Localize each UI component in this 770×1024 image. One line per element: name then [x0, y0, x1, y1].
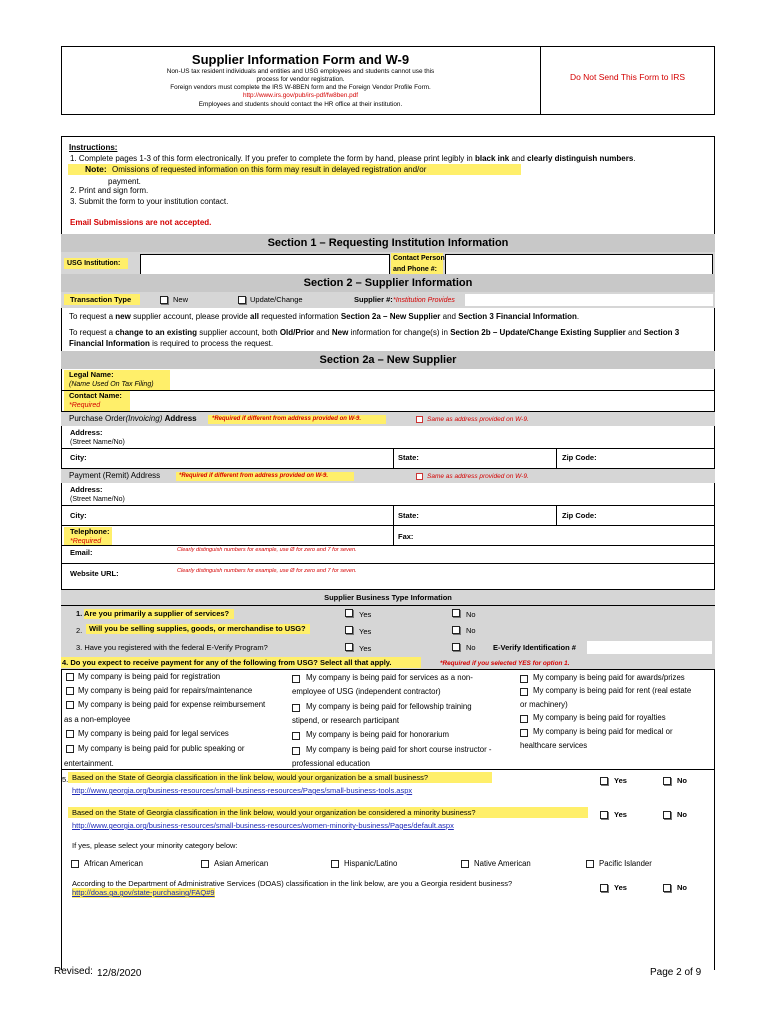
payment-medical-checkbox[interactable] [520, 729, 528, 737]
telephone-required: *Required [70, 538, 102, 545]
payment-rent-label: My company is being paid for rent (real estate [533, 686, 692, 695]
q5-link[interactable]: http://www.georgia.org/business-resources/small-business-resources/Pages/small-business-tools.aspx [72, 786, 413, 795]
q6-link[interactable]: http://www.georgia.org/business-resources/small-business-resources/women-minority-business/Pages/default.aspx [72, 821, 454, 830]
q2-no-label: No [466, 626, 476, 635]
website-hint: Clearly distinguish numbers for example, use Ø for zero and 7 for seven. [177, 568, 357, 574]
q5-text: Based on the State of Georgia classification in the link below, would your organization be a small business? [72, 773, 429, 782]
minority-african-american-label: African American [84, 859, 143, 868]
fax-input[interactable] [420, 527, 712, 545]
q6-text: Based on the State of Georgia classification in the link below, would your organization be considered a minority business? [72, 808, 476, 817]
q2-text: Will you be selling supplies, goods, or merchandise to USG? [89, 624, 306, 633]
po-required-note: *Required if different from address provided on W-9. [212, 416, 362, 422]
minority-asian-american-checkbox[interactable] [201, 860, 209, 868]
contact-person-label-1: Contact Person [393, 255, 445, 262]
payment-royalties-checkbox[interactable] [520, 715, 528, 723]
q3-no-checkbox[interactable] [452, 643, 460, 651]
instructions-heading: Instructions: [69, 143, 118, 152]
legal-name-label: Legal Name: [69, 370, 114, 379]
minority-native-american-label: Native American [474, 859, 531, 868]
q5-no-label: No [677, 776, 687, 785]
payment-speaking-checkbox[interactable] [66, 745, 74, 753]
update-transaction-checkbox[interactable] [238, 296, 246, 304]
po-zip-input[interactable] [600, 450, 712, 468]
header-line-3: Foreign vendors must complete the IRS W-8BEN form and the Foreign Vendor Profile Form. [170, 84, 431, 91]
header-line-2: process for vendor registration. [256, 76, 345, 83]
q2-no-checkbox[interactable] [452, 626, 460, 634]
form-title: Supplier Information Form and W-9 [191, 52, 410, 67]
update-transaction-label: Update/Change [250, 295, 303, 304]
minority-asian-american-label: Asian American [214, 859, 269, 868]
payment-contractor-label: My company is being paid for services as a non- [306, 673, 473, 682]
payment-expense-label-2: as a non-employee [64, 715, 131, 724]
payment-awards-checkbox[interactable] [520, 675, 528, 683]
payment-repairs-label: My company is being paid for repairs/maintenance [78, 686, 253, 695]
payment-expense-label: My company is being paid for expense reimbursement [78, 700, 266, 709]
q7-no-checkbox[interactable] [663, 884, 671, 892]
q2-yes-label: Yes [359, 627, 372, 636]
supplier-number-input[interactable] [465, 294, 713, 306]
q5-yes-label: Yes [614, 776, 627, 785]
payment-repairs-checkbox[interactable] [66, 687, 74, 695]
po-state-input[interactable] [425, 450, 553, 468]
payment-city-divider-1 [393, 506, 394, 526]
payment-legal-label: My company is being paid for legal services [78, 729, 229, 738]
payment-expense-checkbox[interactable] [66, 701, 74, 709]
q7-link[interactable]: http://doas.ga.gov/state-purchasing/FAQ#9 [72, 888, 215, 897]
contact-person-label-2: and Phone #: [393, 266, 437, 273]
q1-text: 1. Are you primarily a supplier of services? [76, 609, 230, 618]
minority-hispanic-checkbox[interactable] [331, 860, 339, 868]
supplier-number-label: Supplier #: [354, 295, 393, 304]
q3-yes-checkbox[interactable] [345, 643, 353, 651]
payment-registration-checkbox[interactable] [66, 673, 74, 681]
revised-label: Revised: [54, 966, 93, 977]
usg-institution-label: USG Institution: [67, 260, 121, 267]
po-same-as-w9-checkbox[interactable] [416, 416, 423, 423]
po-same-as-w9-label: Same as address provided on W-9. [427, 416, 529, 423]
q6-yes-label: Yes [614, 810, 627, 819]
payment-zip-label: Zip Code: [562, 511, 597, 520]
note-text-2: payment. [108, 177, 141, 186]
note-text: Omissions of requested information on this form may result in delayed registration and/or [112, 165, 427, 174]
purchase-order-label: Purchase Order(Invoicing) Address [69, 414, 197, 423]
header-line-1: Non-US tax resident individuals and entities and USG employees and students cannot use this [166, 68, 435, 75]
everify-id-label: E-Verify Identification # [493, 643, 576, 652]
page-number: Page 2 of 9 [650, 967, 702, 978]
payment-label: Payment (Remit) Address [69, 471, 161, 480]
website-label: Website URL: [70, 569, 119, 578]
payment-same-as-w9-label: Same as address provided on W-9. [427, 473, 529, 480]
section-1-header: Section 1 – Requesting Institution Information [61, 234, 715, 252]
header-line-4: Employees and students should contact the HR office at their institution. [198, 101, 403, 108]
change-supplier-paragraph: To request a change to an existing supplier account, both Old/Prior and New information for change(s) in Section 2b – Update/Change Existing Supplier and Section 3 Financial Information is required to process the request. [69, 328, 680, 348]
po-address-label: Address: [70, 428, 103, 437]
email-input[interactable] [175, 554, 712, 563]
contact-name-required: *Required [69, 402, 101, 409]
usg-institution-input[interactable] [140, 254, 390, 275]
contact-person-input[interactable] [445, 254, 713, 275]
payment-required-note: *Required if different from address provided on W-9. [179, 473, 329, 479]
q1-no-label: No [466, 610, 476, 619]
telephone-input[interactable] [115, 527, 390, 545]
q7-yes-label: Yes [614, 883, 627, 892]
q2-yes-checkbox[interactable] [345, 626, 353, 634]
section-2-header: Section 2 – Supplier Information [61, 274, 715, 292]
q2-number: 2. [76, 626, 83, 635]
payment-short-course-checkbox[interactable] [292, 747, 300, 755]
payment-city-label: City: [70, 511, 87, 520]
payment-registration-label: My company is being paid for registration [78, 672, 221, 681]
payment-awards-label: My company is being paid for awards/prizes [533, 673, 685, 682]
legal-name-input[interactable] [172, 370, 712, 390]
payment-rent-label-2: or machinery) [520, 700, 568, 709]
payment-short-course-label-2: professional education [292, 759, 371, 768]
payment-address-label: Address: [70, 485, 103, 494]
po-zip-label: Zip Code: [562, 453, 597, 462]
fax-label: Fax: [398, 532, 414, 541]
q7-text: According to the Department of Administrative Services (DOAS) classification in the link below, are you a Georgia resident business? [72, 879, 513, 888]
minority-pacific-islander-label: Pacific Islander [599, 859, 652, 868]
instructions-step-3: 3. Submit the form to your institution contact. [70, 197, 229, 206]
payment-speaking-label-2: entertainment. [64, 759, 114, 768]
revised-date: 12/8/2020 [97, 968, 142, 979]
new-transaction-label: New [173, 295, 189, 304]
supplier-number-hint: *Institution Provides [393, 297, 455, 304]
payment-rent-checkbox[interactable] [520, 688, 528, 696]
q3-yes-label: Yes [359, 644, 372, 653]
business-type-title: Supplier Business Type Information [324, 593, 452, 602]
q1-yes-checkbox[interactable] [345, 609, 353, 617]
minority-prompt: If yes, please select your minority category below: [72, 841, 238, 850]
payment-honorarium-label: My company is being paid for honorarium [306, 730, 450, 739]
po-city-input[interactable] [100, 450, 390, 468]
po-city-divider-1 [393, 449, 394, 469]
everify-id-input[interactable] [587, 641, 712, 654]
payment-medical-label-2: healthcare services [520, 741, 588, 750]
payment-speaking-label: My company is being paid for public speaking or [78, 744, 245, 753]
payment-state-label: State: [398, 511, 419, 520]
q4-text: 4. Do you expect to receive payment for any of the following from USG? Select all that apply. [62, 658, 392, 667]
email-warning: Email Submissions are not accepted. [70, 218, 212, 227]
email-hint: Clearly distinguish numbers for example, use Ø for zero and 7 for seven. [177, 547, 357, 553]
payment-legal-checkbox[interactable] [66, 730, 74, 738]
q3-no-label: No [466, 643, 476, 652]
payment-medical-label: My company is being paid for medical or [533, 727, 673, 736]
instructions-step-2: 2. Print and sign form. [70, 186, 149, 195]
q5-no-checkbox[interactable] [663, 777, 671, 785]
payment-contractor-checkbox[interactable] [292, 675, 300, 683]
payment-address-input[interactable] [140, 484, 712, 505]
payment-fellowship-label: My company is being paid for fellowship training [306, 702, 472, 711]
telephone-divider [393, 526, 394, 546]
payment-same-as-w9-checkbox[interactable] [416, 473, 423, 480]
payment-fellowship-checkbox[interactable] [292, 704, 300, 712]
new-transaction-checkbox[interactable] [160, 296, 168, 304]
q7-no-label: No [677, 883, 687, 892]
contact-name-input[interactable] [132, 392, 712, 411]
q1-no-checkbox[interactable] [452, 609, 460, 617]
payment-address-hint: (Street Name/No) [70, 496, 125, 503]
minority-african-american-checkbox[interactable] [71, 860, 79, 868]
q3-text: 3. Have you registered with the federal E-Verify Program? [76, 643, 268, 652]
q1-yes-label: Yes [359, 610, 372, 619]
po-city-divider-2 [556, 449, 557, 469]
po-city-label: City: [70, 453, 87, 462]
w8ben-link[interactable]: http://www.irs.gov/pub/irs-pdf/fw8ben.pdf [242, 92, 359, 99]
po-address-hint: (Street Name/No) [70, 439, 125, 446]
payment-state-input[interactable] [425, 507, 553, 525]
telephone-label: Telephone: [70, 527, 110, 536]
payment-contractor-label-2: employee of USG (independent contractor) [292, 687, 441, 696]
new-supplier-paragraph: To request a new supplier account, please provide all requested information Section 2a – New Supplier and Section 3 Financial Information. [69, 312, 580, 321]
legal-name-hint: (Name Used On Tax Filing) [69, 381, 154, 388]
note-label: Note: [85, 164, 107, 174]
q4-required: *Required if you selected YES for option 1. [440, 660, 570, 667]
payment-city-input[interactable] [100, 507, 390, 525]
q6-yes-checkbox[interactable] [600, 811, 608, 819]
email-label: Email: [70, 548, 93, 557]
minority-native-american-checkbox[interactable] [461, 860, 469, 868]
q6-no-checkbox[interactable] [663, 811, 671, 819]
q6-no-label: No [677, 810, 687, 819]
minority-pacific-islander-checkbox[interactable] [586, 860, 594, 868]
po-address-input[interactable] [140, 427, 712, 448]
instructions-step-1: 1. Complete pages 1-3 of this form electronically. If you prefer to complete the form by hand, please print legibly in black ink and clearly distinguish numbers. [70, 154, 636, 163]
q5-yes-checkbox[interactable] [600, 777, 608, 785]
po-state-label: State: [398, 453, 419, 462]
minority-hispanic-label: Hispanic/Latino [344, 859, 398, 868]
irs-notice: Do Not Send This Form to IRS [569, 72, 686, 82]
q7-yes-checkbox[interactable] [600, 884, 608, 892]
contact-name-label: Contact Name: [69, 391, 122, 400]
payment-honorarium-checkbox[interactable] [292, 732, 300, 740]
payment-city-divider-2 [556, 506, 557, 526]
payment-royalties-label: My company is being paid for royalties [533, 713, 666, 722]
q5-number: 5. [62, 775, 69, 784]
payment-fellowship-label-2: stipend, or research participant [292, 716, 400, 725]
payment-zip-input[interactable] [600, 507, 712, 525]
website-input[interactable] [175, 575, 712, 584]
payment-short-course-label: My company is being paid for short course instructor - [306, 745, 492, 754]
section-2a-header: Section 2a – New Supplier [61, 351, 715, 369]
transaction-type-label: Transaction Type [70, 295, 132, 304]
